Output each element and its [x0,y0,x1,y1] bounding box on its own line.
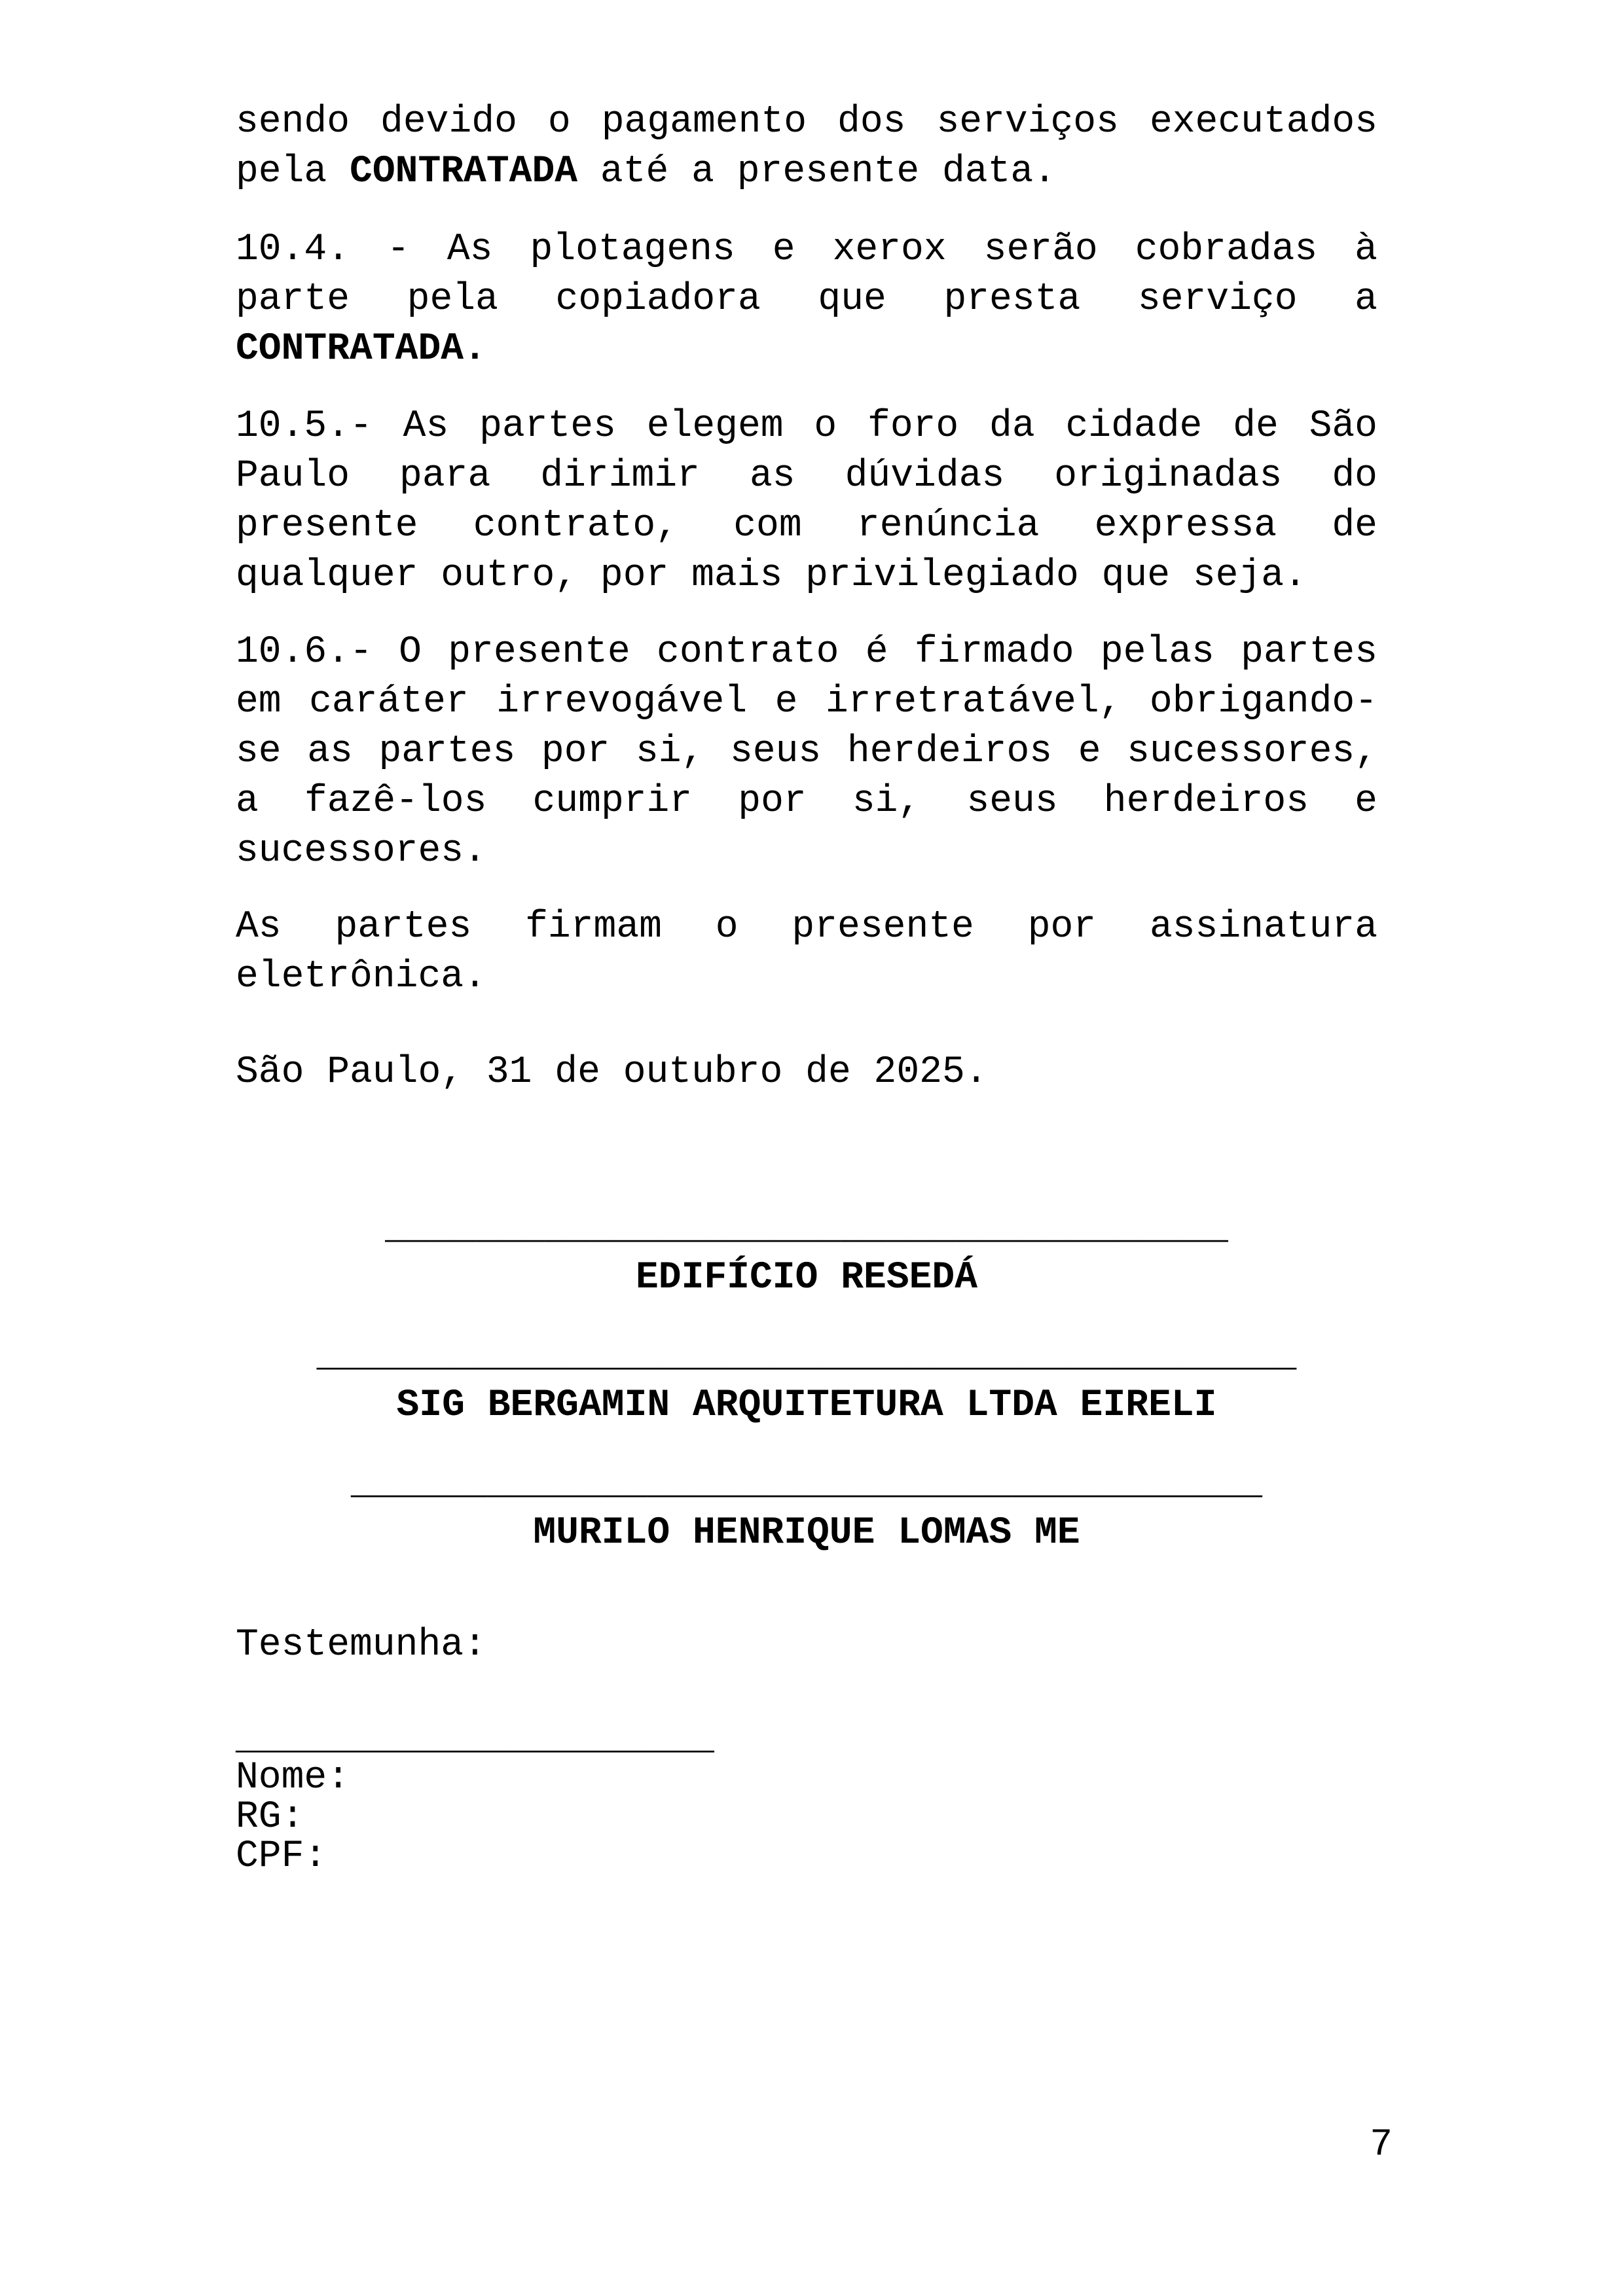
signature-block-edificio-reseda [236,1204,1377,1303]
clause-10-5 [236,402,1377,601]
signatory-name: SIG BERGAMIN ARQUITETURA LTDA EIRELI [396,1384,1217,1427]
signatory-name: EDIFÍCIO RESEDÁ [635,1257,978,1299]
witness-field-cpf: CPF: [236,1835,327,1878]
witness-label: Testemunha: [236,1624,486,1666]
signature-line: ________________________________________ [350,1462,1263,1505]
contratada-bold-term: CONTRATADA [350,151,578,193]
paragraph-text: sendo devido o pagamento dos serviços executados pela [236,101,1377,193]
note-text: As partes firmam o presente por assinatura eletrônica. [236,906,1377,998]
paragraph-text: até a presente data. [577,151,1057,193]
signatory-name: MURILO HENRIQUE LOMAS ME [533,1512,1080,1554]
witness-signature-line: _____________________ [236,1717,714,1760]
clause-text: 10.4. - As plotagens e xerox serão cobradas à parte pela copiadora que presta serviço a [236,228,1377,321]
clause-text: 10.5.- As partes elegem o foro da cidade de São Paulo para dirimir as dúvidas originadas do presente contrato, com renúncia expressa de qualquer outro, por mais privilegiado que seja. [236,405,1377,597]
paragraph-10-3-continuation [236,98,1377,197]
content-area [236,98,1377,1876]
signature-line: _____________________________________ [385,1207,1228,1249]
contratada-bold-term: CONTRATADA. [236,328,486,370]
witness-block [236,1719,1377,1876]
clause-10-4 [236,225,1377,374]
clause-10-6 [236,628,1377,876]
date-line: São Paulo, 31 de outubro de 2025. [236,1051,988,1094]
witness-field-nome: Nome: [236,1757,350,1799]
signature-block-sig-bergamin [236,1331,1377,1431]
clause-text: 10.6.- O presente contrato é firmado pelas partes em caráter irrevogável e irretratável, obrigando-se as partes por si, seus herdeiros e sucessores, a fazê-los cumprir por si, seus herdeiros e sucessores. [236,631,1377,872]
page-number: 7 [1370,2124,1393,2166]
witness-field-rg: RG: [236,1796,304,1839]
signature-line: ___________________________________________ [316,1335,1297,1377]
electronic-signature-note [236,903,1377,1002]
signature-block-murilo-lomas [236,1459,1377,1558]
